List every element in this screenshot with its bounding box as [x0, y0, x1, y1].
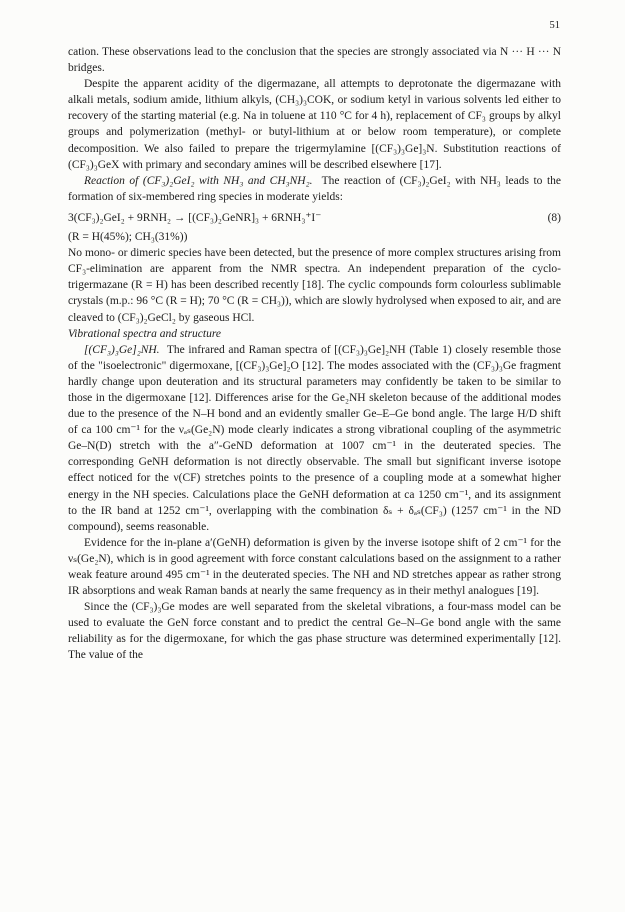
equation-note: (R = H(45%); CH₃(31%)) [68, 231, 188, 244]
paragraph-1: cation. These observations lead to the conclusion that the species are strongly associated via N ··· H ··· N bridges. [68, 46, 561, 75]
paragraph-2: Despite the apparent acidity of the digermazane, all attempts to deprotonate the digermazane with alkali metals, sodium amide, lithium alkyls, (CH₃)₃COK, or sodium ketyl in various solvents led either to recovery of the starting material (e.g. Na in toluene at 110 °C for 4 h), replacement of CF₃ groups by alkyl groups and polymerization (methyl- or butyl-lithium at or below room temperature), or complete decomposition. We also failed to prepare the trigermylamine [(CF₃)₃Ge]₃N. Substitution reactions of (CF₃)₃GeX with primary and secondary amines will be described elsewhere [17]. [68, 78, 561, 171]
equation-row [68, 210, 561, 226]
section-title: Vibrational spectra and structure [68, 327, 222, 340]
page-number: 51 [549, 20, 560, 31]
paragraph-3-heading: Reaction of (CF₃)₂GeI₂ with NH₃ and CH₃NH₂. [84, 174, 313, 187]
article-body [68, 44, 561, 664]
paragraph-3 [68, 173, 561, 205]
equation-number: (8) [547, 211, 561, 224]
paragraph-3-text: The reaction of (CF₃)₂GeI₂ with NH₃ leads to the formation of six-membered ring species in moderate yields: [68, 174, 562, 203]
paragraph-5-text: The infrared and Raman spectra of [(CF₃)₃Ge]₂NH (Table 1) closely resemble those of the "isoelectronic" digermoxane, [(CF₃)₃Ge]₂O [12]. The modes associated with the (CF₃)₃Ge fragment hardly change upon deuteration and its structural parameters may confidently be taken to be similar to those in the digermoxane [12]. Differences arise for the Ge₂NH skeleton because of the additional modes due to the presence of the N–H bond and an evidently smaller Ge–E–Ge bond angle. The large H/D shift of ca 100 cm⁻¹ for the νₐₛ(Ge₂N) mode clearly indicates a strong vibrational coupling of the asymmetric Ge–N(D) stretch with the a″-GeND deformation at 1007 cm⁻¹ in the deuterated species. The corresponding GeNH deformation is not directly observable. The small but significant inverse isotope effect noticed for the ν(CF) stretches points to the presence of a coupling mode at a somewhat higher energy in the NH species. Calculations place the GeNH deformation at ca 1250 cm⁻¹, and its assignment to the IR band at 1252 cm⁻¹, overlapping with the combination δₛ + δₐₛ(CF₃) (1257 cm⁻¹ in the ND compound), seems reasonable. [68, 343, 562, 533]
paragraph-5 [68, 342, 561, 535]
paragraph-5-heading: [(CF₃)₃Ge]₂NH. [84, 343, 160, 356]
paragraph-4: No mono- or dimeric species have been detected, but the presence of more complex structures arising from CF₃-elimination are apparent from the NMR spectra. An independent preparation of the cyclo-trigermazane (R = H) has been described recently [18]. The cyclic compounds form colourless sublimable crystals (m.p.: 96 °C (R = H); 70 °C (R = CH₃)), which are slowly hydrolysed when exposed to air, and are cleaved to (CF₃)₂GeCl₂ by gaseous HCl. [68, 247, 561, 324]
equation: 3(CF₃)₂GeI₂ + 9RNH₂ → [(CF₃)₂GeNR]₃ + 6RNH₃⁺I⁻ [68, 211, 322, 224]
paragraph-7: Since the (CF₃)₃Ge modes are well separated from the skeletal vibrations, a four-mass model can be used to evaluate the GeN force constant and to predict the central Ge–N–Ge bond angle with the same reliability as for the digermoxane, for which the gas phase structure was determined experimentally [12]. The value of the [68, 601, 561, 662]
paragraph-6: Evidence for the in-plane a′(GeNH) deformation is given by the inverse isotope shift of 2 cm⁻¹ for the νₛ(Ge₂N), which is in good agreement with force constant calculations based on the assignment to a rather weak feature around 495 cm⁻¹ in the deuterated species. The NH and ND stretches appear as rather strong IR absorptions and weak Raman bands at nearly the same frequency as in their methyl analogues [19]. [68, 536, 561, 598]
